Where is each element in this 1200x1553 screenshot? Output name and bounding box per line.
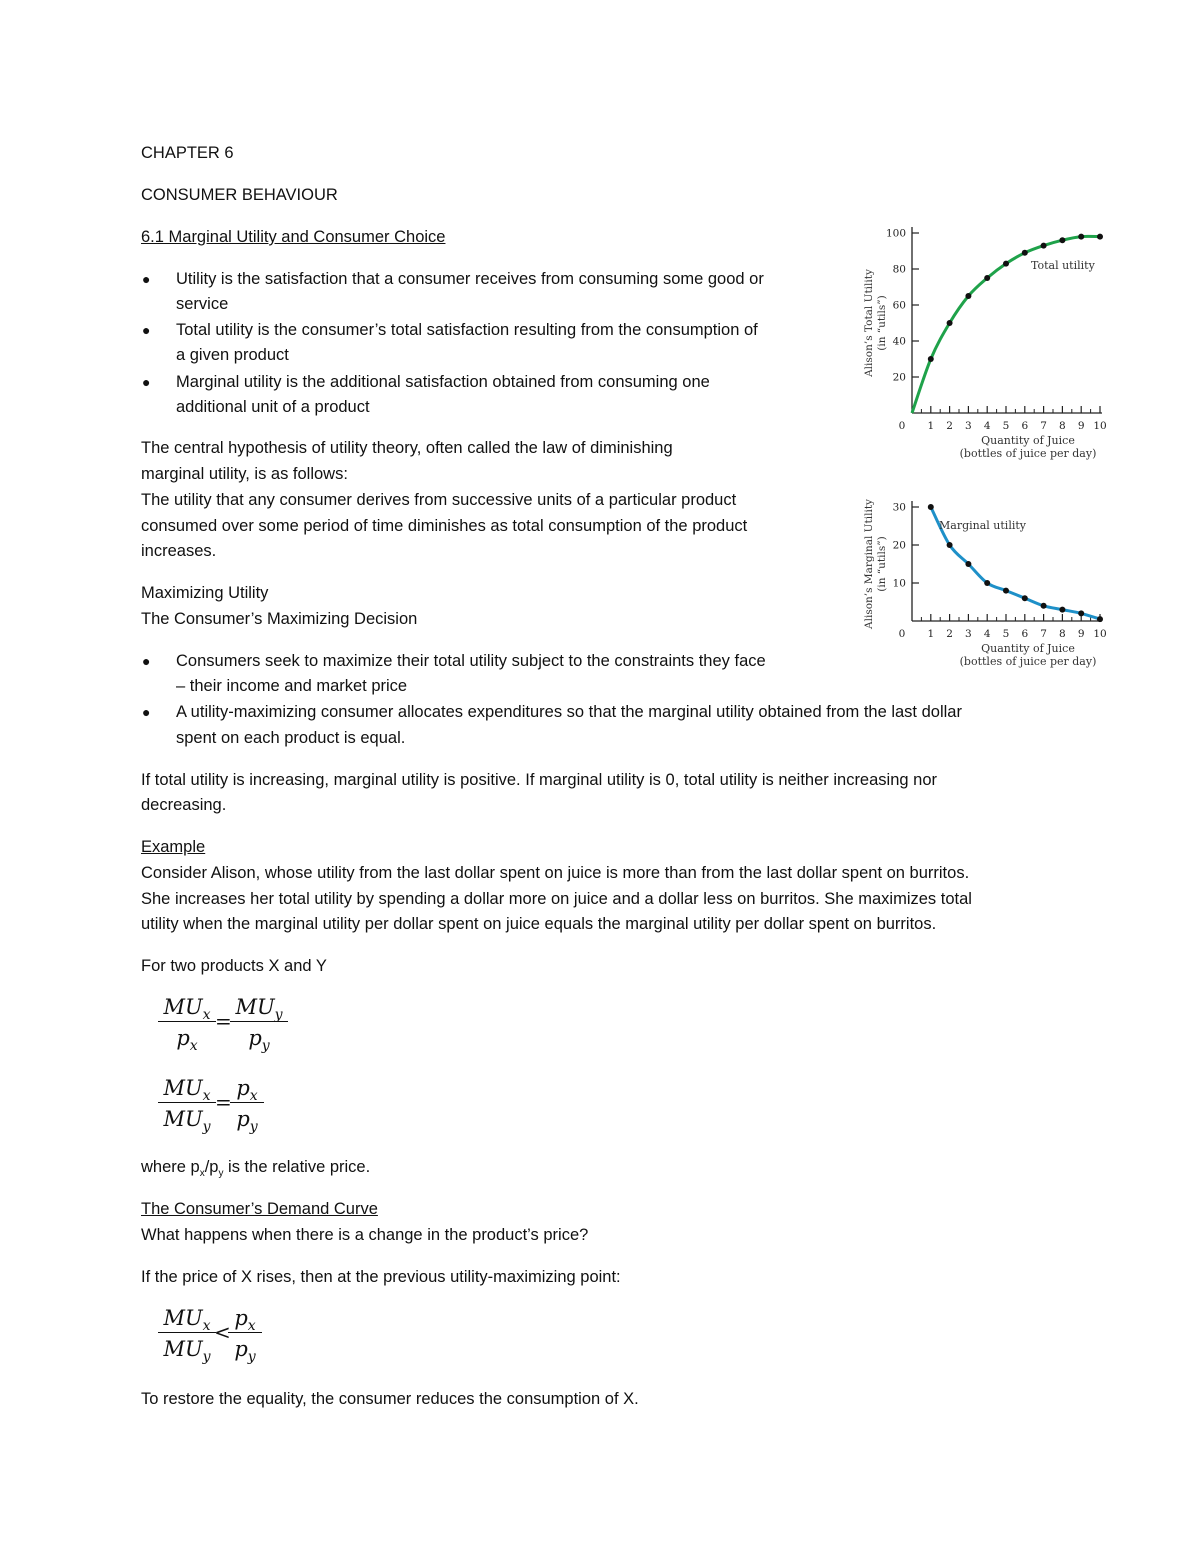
data-point: [1041, 243, 1047, 249]
relation-line1: If total utility is increasing, marginal utility is positive. If marginal utility is 0, total utility is neither increasing nor: [141, 771, 937, 789]
example-heading: Example: [141, 838, 206, 856]
maximizing-bullet1-line1: Consumers seek to maximize their total utility subject to the constraints they face: [176, 652, 766, 670]
price-rise-statement: If the price of X rises, then at the previous utility-maximizing point:: [141, 1268, 621, 1286]
chapter-label: CHAPTER 6: [141, 144, 234, 162]
x-tick-label: 7: [1040, 628, 1047, 640]
demand-question: What happens when there is a change in the product’s price?: [141, 1226, 589, 1244]
bullet-icon: ●: [142, 653, 151, 669]
data-point: [1097, 616, 1103, 622]
y-tick-label: 100: [885, 227, 906, 240]
maximizing-heading: Maximizing Utility: [141, 584, 269, 602]
restore-equality-statement: To restore the equality, the consumer reduces the consumption of X.: [141, 1390, 639, 1408]
y-axis-label: Alison’s Total Utility: [863, 269, 875, 377]
definition-utility-line2: service: [176, 295, 229, 313]
data-point: [928, 356, 934, 362]
data-point: [1022, 595, 1028, 601]
x-axis-label: Quantity of Juice: [981, 434, 1075, 447]
demand-curve-heading: The Consumer’s Demand Curve: [141, 1200, 378, 1218]
bullet-icon: ●: [142, 704, 151, 720]
data-point: [1059, 607, 1065, 613]
x-tick-label: 5: [1002, 628, 1010, 640]
example-line3: utility when the marginal utility per dollar spent on juice equals the marginal utility per dollar spent on burritos.: [141, 915, 937, 933]
section-heading: 6.1 Marginal Utility and Consumer Choice: [141, 228, 446, 246]
x-tick-label: 3: [965, 420, 972, 432]
data-point: [1078, 234, 1084, 240]
formula-equal-marginal-utility-per-dollar: $MU_x$ $p_x$ = $MU_y$ $p_y$: [158, 995, 298, 1065]
marginal-utility-chart: [855, 495, 1125, 680]
total-utility-chart: [855, 215, 1125, 475]
y-axis-sublabel: (in “utils”): [876, 536, 888, 592]
hypothesis-intro-line2: marginal utility, is as follows:: [141, 465, 348, 483]
x-tick-label: 0: [898, 420, 906, 432]
definition-total-utility-line2: a given product: [176, 346, 289, 364]
definition-total-utility-line1: Total utility is the consumer’s total satisfaction resulting from the consumption of: [176, 321, 758, 339]
x-tick-label: 1: [927, 628, 935, 640]
x-axis-sublabel: (bottles of juice per day): [959, 655, 1097, 668]
data-point: [947, 320, 953, 326]
bullet-icon: ●: [142, 322, 151, 338]
y-tick-label: 20: [892, 539, 906, 552]
x-axis-label: Quantity of Juice: [981, 642, 1075, 655]
y-axis-sublabel: (in “utils”): [876, 295, 888, 351]
definition-marginal-utility-line2: additional unit of a product: [176, 398, 370, 416]
x-tick-label: 7: [1040, 420, 1047, 432]
relative-price-note: where $p_x/p_y$ is the relative price.: [141, 1158, 371, 1179]
x-tick-label: 8: [1059, 420, 1066, 432]
y-tick-label: 40: [892, 335, 906, 348]
data-point: [1003, 261, 1009, 267]
x-tick-label: 4: [983, 420, 991, 432]
definition-marginal-utility-line1: Marginal utility is the additional satisfaction obtained from consuming one: [176, 373, 710, 391]
x-tick-label: 2: [946, 420, 953, 432]
x-tick-label: 10: [1093, 628, 1107, 640]
relation-line2: decreasing.: [141, 796, 227, 814]
maximizing-subheading: The Consumer’s Maximizing Decision: [141, 610, 418, 628]
formula-mu-ratio-equals-price-ratio: $MU_x$ $MU_y$ = $\frac{p_x}{p_y}$: [158, 1076, 298, 1146]
data-point: [1078, 610, 1084, 616]
y-axis-label: Alison’s Marginal Utility: [863, 499, 875, 629]
law-line3: increases.: [141, 542, 217, 560]
x-tick-label: 1: [927, 420, 935, 432]
data-point: [965, 561, 971, 567]
bullet-icon: ●: [142, 271, 151, 287]
document-title: CONSUMER BEHAVIOUR: [141, 186, 338, 204]
y-tick-label: 10: [892, 577, 906, 590]
x-tick-label: 6: [1021, 628, 1029, 640]
bullet-icon: ●: [142, 374, 151, 390]
maximizing-bullet2-line1: A utility-maximizing consumer allocates expenditures so that the marginal utility obtained from the last dollar: [176, 703, 962, 721]
data-point: [928, 504, 934, 510]
data-point: [947, 542, 953, 548]
x-tick-label: 9: [1077, 420, 1085, 432]
definition-utility-line1: Utility is the satisfaction that a consumer receives from consuming some good or: [176, 270, 764, 288]
data-point: [965, 293, 971, 299]
maximizing-bullet1-line2: – their income and market price: [176, 677, 408, 695]
example-line2: She increases her total utility by spending a dollar more on juice and a dollar less on burritos. She maximizes total: [141, 890, 972, 908]
y-tick-label: 60: [892, 299, 906, 312]
data-point: [1022, 250, 1028, 256]
y-tick-label: 80: [892, 263, 906, 276]
data-point: [1059, 237, 1065, 243]
law-line2: consumed over some period of time diminishes as total consumption of the product: [141, 517, 748, 535]
x-tick-label: 5: [1002, 420, 1010, 432]
maximizing-bullet2-line2: spent on each product is equal.: [176, 729, 406, 747]
x-axis-sublabel: (bottles of juice per day): [959, 447, 1097, 460]
x-tick-label: 0: [898, 628, 906, 640]
series-label: Marginal utility: [939, 519, 1026, 532]
x-tick-label: 4: [983, 628, 991, 640]
y-tick-label: 30: [892, 501, 906, 514]
x-tick-label: 9: [1077, 628, 1085, 640]
two-products-label: For two products X and Y: [141, 957, 327, 975]
data-point: [1041, 603, 1047, 609]
x-tick-label: 10: [1093, 420, 1107, 432]
data-point: [984, 580, 990, 586]
x-tick-label: 6: [1021, 420, 1029, 432]
data-point: [1003, 588, 1009, 594]
data-point: [1097, 234, 1103, 240]
law-line1: The utility that any consumer derives from successive units of a particular product: [141, 491, 737, 509]
data-point: [984, 275, 990, 281]
hypothesis-intro-line1: The central hypothesis of utility theory, often called the law of diminishing: [141, 439, 673, 457]
example-line1: Consider Alison, whose utility from the last dollar spent on juice is more than from the last dollar spent on burritos.: [141, 864, 970, 882]
formula-mu-ratio-less-than-price-ratio: $MU_x$ $MU_y$ < $\frac{p_x}{p_y}$: [158, 1306, 298, 1376]
x-tick-label: 3: [965, 628, 972, 640]
x-tick-label: 2: [946, 628, 953, 640]
series-label: Total utility: [1031, 259, 1095, 272]
y-tick-label: 20: [892, 371, 906, 384]
x-tick-label: 8: [1059, 628, 1066, 640]
